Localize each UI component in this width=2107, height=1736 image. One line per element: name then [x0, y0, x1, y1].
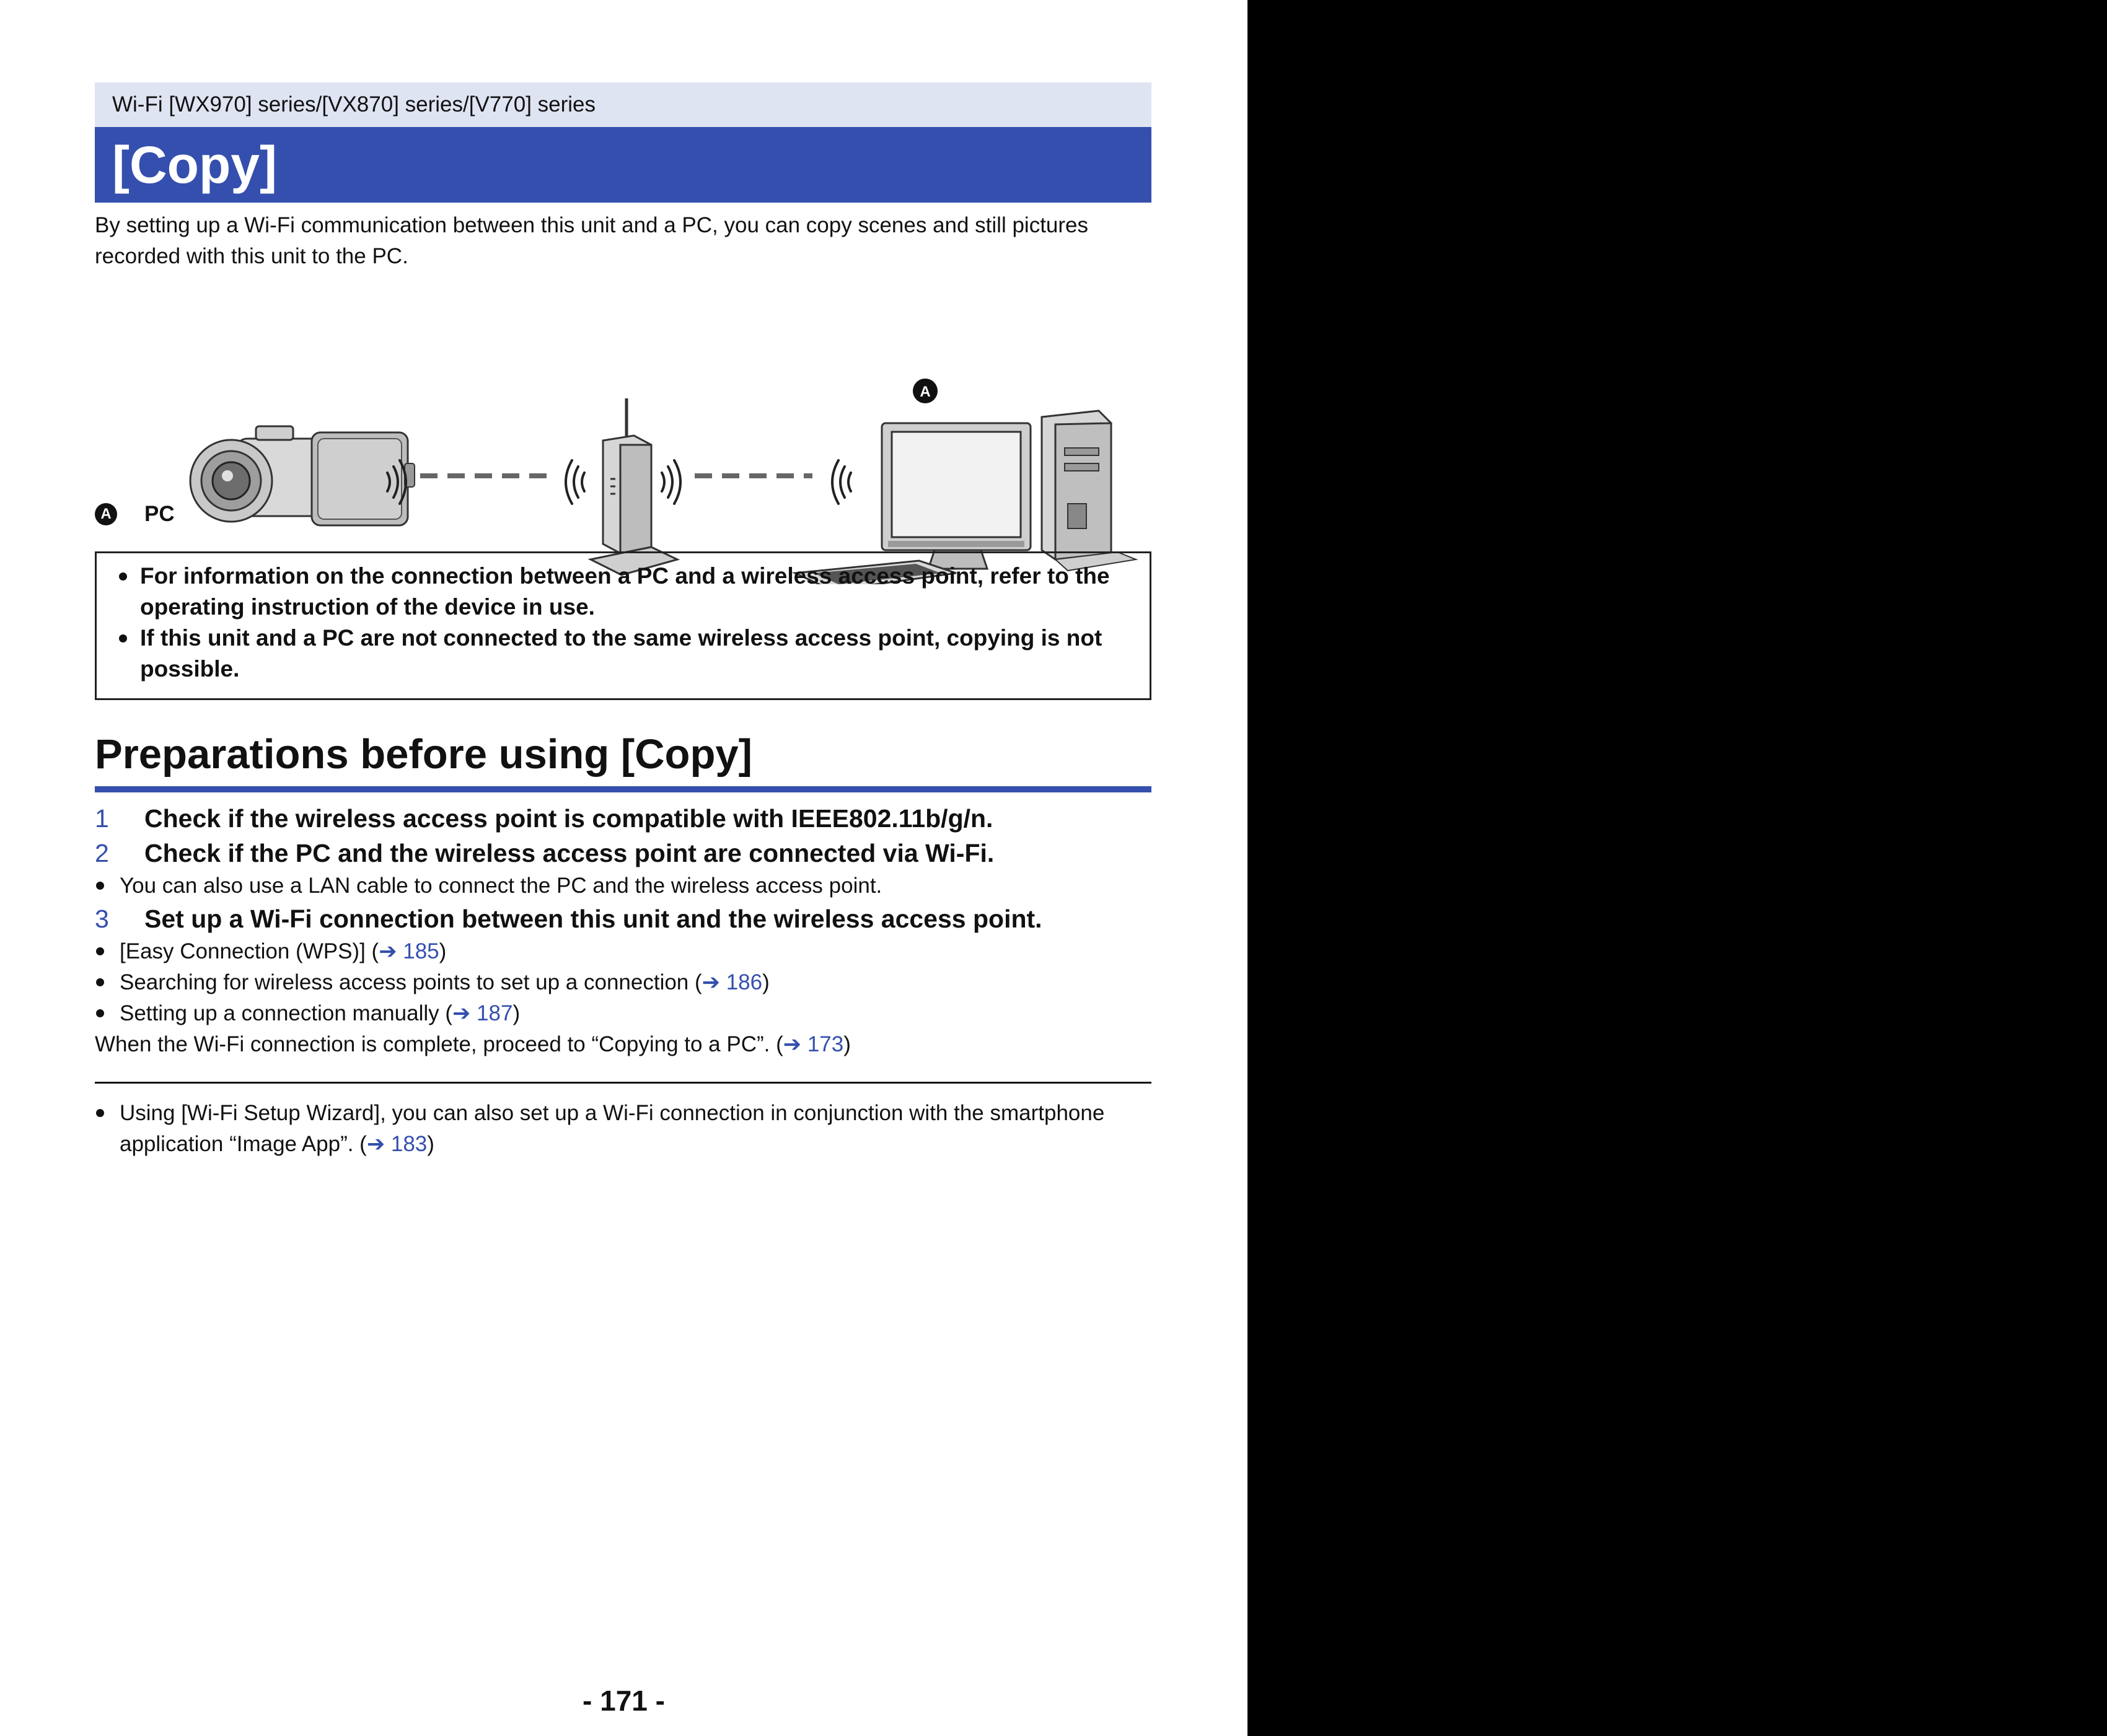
- important-notes-box: [95, 551, 1151, 700]
- page-link-173[interactable]: ➔ 173: [783, 1032, 844, 1056]
- bullet-close: ): [512, 1001, 521, 1025]
- camcorder-icon: [190, 426, 415, 525]
- step-3: [95, 901, 1151, 936]
- bullet-text: Setting up a connection manually (: [120, 1001, 452, 1025]
- note-item: For information on the connection between a PC and a wireless access point, refer to the operating instruction of the device in use.: [118, 561, 1125, 623]
- tip-bullet: [95, 1098, 1151, 1160]
- step-text: Check if the wireless access point is compatible with IEEE802.11b/g/n.: [144, 804, 993, 833]
- page-margin-black: [1247, 0, 2107, 1736]
- bullet-close: ): [439, 939, 447, 963]
- bullet-close: ): [762, 970, 770, 994]
- wifi-signal-right: [662, 460, 851, 504]
- legend-label: PC: [144, 502, 175, 526]
- step-text: Set up a Wi-Fi connection between this unit and the wireless access point.: [144, 905, 1042, 933]
- tip-note: [95, 1098, 1151, 1160]
- step-2-bullet: You can also use a LAN cable to connect the PC and the wireless access point.: [95, 870, 1151, 901]
- step-number: 2: [95, 839, 109, 867]
- tip-close: ): [427, 1132, 434, 1156]
- wifi-signal-left: [387, 460, 584, 504]
- step-number: 3: [95, 905, 109, 933]
- legend-marker-a: A: [95, 503, 117, 525]
- step-1: [95, 801, 1151, 836]
- completion-text: [95, 1029, 1151, 1060]
- heading-underline: [95, 786, 1151, 792]
- page-link-187[interactable]: ➔ 187: [452, 1001, 513, 1025]
- divider: [95, 1082, 1151, 1084]
- step-3-bullet-wps: [95, 936, 1151, 967]
- step-3-bullet-search: [95, 967, 1151, 998]
- tip-text: Using [Wi-Fi Setup Wizard], you can also set up a Wi-Fi connection in conjunction with the smartphone application “Image App”. (: [120, 1101, 1105, 1156]
- intro-paragraph: By setting up a Wi-Fi communication between this unit and a PC, you can copy scenes and still pictures recorded with this unit to the PC.: [95, 213, 1089, 268]
- marker-a: [913, 379, 938, 403]
- step-text: Check if the PC and the wireless access point are connected via Wi-Fi.: [144, 839, 995, 867]
- bullet-text: Searching for wireless access points to set up a connection (: [120, 970, 702, 994]
- connection-diagram: [95, 287, 1151, 584]
- page-title: [Copy]: [95, 127, 1151, 203]
- bullet-text: [Easy Connection (WPS)] (: [120, 939, 379, 963]
- note-item: If this unit and a PC are not connected to the same wireless access point, copying is not possible.: [118, 623, 1125, 685]
- marker-a-label: A: [920, 384, 931, 400]
- diagram-legend: [95, 499, 175, 530]
- section-header: Wi-Fi [WX970] series/[VX870] series/[V770] series: [95, 82, 1151, 127]
- page-number: - 171 -: [583, 1685, 665, 1717]
- page-link-183[interactable]: ➔ 183: [366, 1132, 428, 1156]
- page-link-186[interactable]: ➔ 186: [702, 970, 763, 994]
- page-link-185[interactable]: ➔ 185: [379, 939, 439, 963]
- completion-close: ): [843, 1032, 851, 1056]
- step-3-bullet-manual: [95, 998, 1151, 1029]
- completion-sentence: When the Wi-Fi connection is complete, proceed to “Copying to a PC”. (: [95, 1032, 783, 1056]
- step-number: 1: [95, 804, 109, 833]
- preparation-steps: [95, 801, 1151, 1060]
- section-heading: Preparations before using [Copy]: [95, 731, 752, 778]
- step-2: [95, 836, 1151, 870]
